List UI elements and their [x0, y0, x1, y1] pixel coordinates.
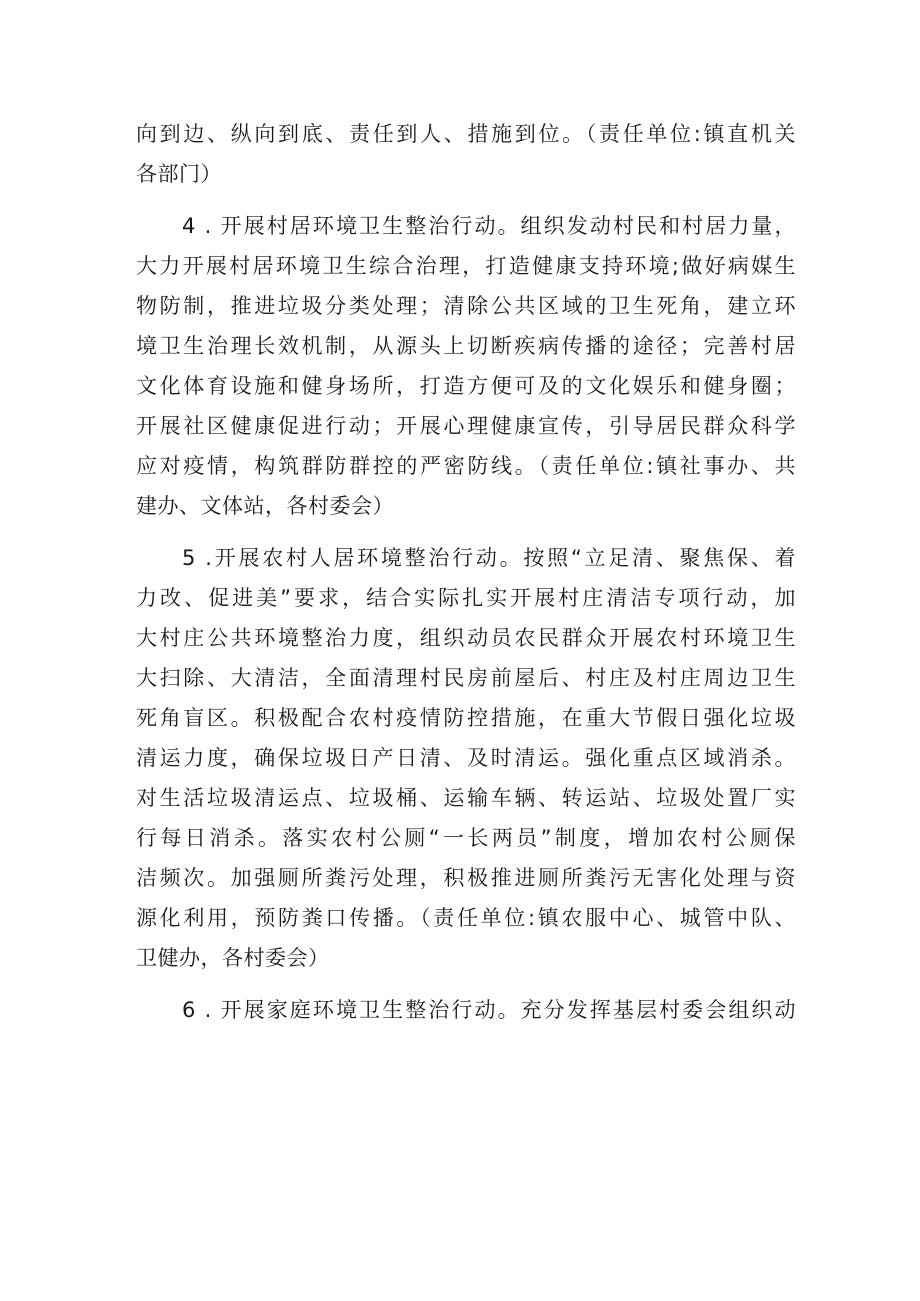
- text-line: 大村庄公共环境整治力度，组织动员农民群众开展农村环境卫生: [136, 626, 796, 650]
- text-line: 开展社区健康促进行动；开展心理健康宣传，引导居民群众科学: [136, 414, 796, 438]
- text-line: 洁频次。加强厕所粪污处理，积极推进厕所粪污无害化处理与资: [136, 866, 796, 890]
- text-line: 行每日消杀。落实农村公厕“一长两员”制度，增加农村公厕保: [136, 826, 796, 850]
- paragraph-item-6: [136, 990, 796, 1030]
- paragraph-continuation: [136, 114, 796, 194]
- text-line: 文化体育设施和健身场所，打造方便可及的文化娱乐和健身圈；: [136, 374, 796, 398]
- text-line: 向到边、纵向到底、责任到人、措施到位。（责任单位:镇直机关: [136, 122, 796, 146]
- text-line: 4 . 开展村居环境卫生整治行动。组织发动村民和村居力量，: [182, 214, 796, 238]
- text-line: 境卫生治理长效机制，从源头上切断疾病传播的途径；完善村居: [136, 334, 796, 358]
- text-line: 5 .开展农村人居环境整治行动。按照“立足清、聚焦保、着: [182, 546, 796, 570]
- paragraph-item-4: [136, 206, 796, 526]
- text-line: 建办、文体站，各村委会）: [136, 494, 394, 518]
- text-line: 大力开展村居环境卫生综合治理，打造健康支持环境;做好病媒生: [136, 254, 796, 278]
- text-line: 大扫除、大清洁，全面清理村民房前屋后、村庄及村庄周边卫生: [136, 666, 796, 690]
- text-line: 6 . 开展家庭环境卫生整治行动。充分发挥基层村委会组织动: [182, 998, 796, 1022]
- text-line: 死角盲区。积极配合农村疫情防控措施，在重大节假日强化垃圾: [136, 706, 796, 730]
- text-line: 力改、促进美”要求，结合实际扎实开展村庄清洁专项行动，加: [136, 586, 796, 610]
- text-line: 应对疫情，构筑群防群控的严密防线。（责任单位:镇社事办、共: [136, 454, 796, 478]
- text-line: 对生活垃圾清运点、垃圾桶、运输车辆、转运站、垃圾处置厂实: [136, 786, 796, 810]
- document-body: [136, 114, 796, 1030]
- text-line: 源化利用，预防粪口传播。（责任单位:镇农服中心、城管中队、: [136, 906, 796, 930]
- text-line: 物防制，推进垃圾分类处理；清除公共区域的卫生死角，建立环: [136, 294, 796, 318]
- text-line: 清运力度，确保垃圾日产日清、及时清运。强化重点区域消杀。: [136, 746, 796, 770]
- text-line: 卫健办，各村委会）: [136, 946, 330, 970]
- text-line: 各部门）: [136, 162, 222, 186]
- paragraph-item-5: [136, 538, 796, 978]
